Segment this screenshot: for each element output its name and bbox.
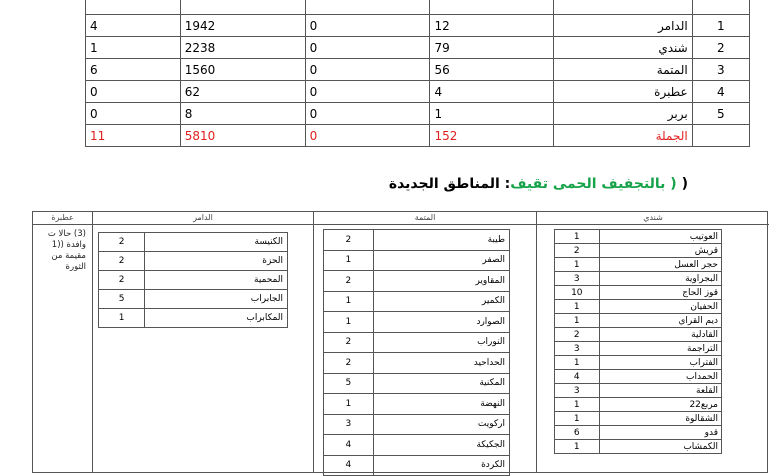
matama-count: 1 — [324, 394, 374, 415]
shendi-row — [555, 384, 722, 398]
damer-row — [99, 309, 288, 328]
summary-locality: بربر — [554, 103, 692, 125]
summary-col4: 0 — [305, 125, 430, 147]
matama-row — [324, 455, 510, 476]
matama-row — [324, 373, 510, 394]
matama-area-name: الصوارد — [373, 312, 509, 333]
shendi-row — [555, 314, 722, 328]
damer-count: 2 — [99, 252, 145, 271]
damer-column — [92, 212, 313, 472]
damer-row — [99, 252, 288, 271]
summary-col5: 8 — [180, 103, 305, 125]
damer-count: 2 — [99, 233, 145, 252]
damer-count: 1 — [99, 309, 145, 328]
matama-row — [324, 332, 510, 353]
damer-area-name: الجابراب — [145, 290, 288, 309]
summary-total-row — [86, 125, 750, 147]
shendi-count: 1 — [555, 300, 600, 314]
summary-col3: 152 — [430, 125, 554, 147]
summary-header-row — [86, 0, 750, 15]
damer-area-name: الحزة — [145, 252, 288, 271]
shendi-table-body — [555, 230, 722, 454]
matama-row — [324, 312, 510, 333]
shendi-count: 4 — [555, 370, 600, 384]
damer-header: الدامر — [93, 212, 313, 225]
summary-locality: عطبرة — [554, 81, 692, 103]
summary-row — [86, 59, 750, 81]
shendi-area-name: العوتيب — [599, 230, 721, 244]
shendi-row — [555, 440, 722, 454]
matama-area-name: النهضة — [373, 394, 509, 415]
shendi-area-name: الكمشاب — [599, 440, 721, 454]
summary-cell — [692, 0, 749, 15]
shendi-count: 1 — [555, 258, 600, 272]
summary-row — [86, 15, 750, 37]
matama-area-name: الجكيكة — [373, 435, 509, 456]
summary-col5: 62 — [180, 81, 305, 103]
shendi-count: 1 — [555, 440, 600, 454]
matama-area-name: المكنية — [373, 373, 509, 394]
shendi-row — [555, 370, 722, 384]
shendi-area-name: مربع22 — [599, 398, 721, 412]
shendi-area-name: التراجمة — [599, 342, 721, 356]
damer-table — [98, 232, 288, 328]
shendi-area-name: ديم القراي — [599, 314, 721, 328]
matama-count: 3 — [324, 414, 374, 435]
shendi-count: 1 — [555, 314, 600, 328]
matama-count: 1 — [324, 312, 374, 333]
section-title-green: ( بالتجفيف الحمى تقيف — [510, 176, 677, 192]
matama-row — [324, 394, 510, 415]
summary-cell — [86, 0, 181, 15]
matama-area-name: الكردة — [373, 455, 509, 476]
summary-index: 5 — [692, 103, 749, 125]
matama-count: 1 — [324, 250, 374, 271]
summary-col5: 1560 — [180, 59, 305, 81]
matama-count: 4 — [324, 455, 374, 476]
matama-area-name: الكمير — [373, 291, 509, 312]
shendi-row — [555, 244, 722, 258]
summary-index: 2 — [692, 37, 749, 59]
summary-row — [86, 37, 750, 59]
matama-area-name: الحداحيد — [373, 353, 509, 374]
summary-col4: 0 — [305, 59, 430, 81]
matama-count: 2 — [324, 332, 374, 353]
summary-cell — [305, 0, 430, 15]
matama-table — [323, 229, 510, 476]
summary-col3: 12 — [430, 15, 554, 37]
summary-col6: 0 — [86, 103, 181, 125]
shendi-row — [555, 258, 722, 272]
matama-row — [324, 353, 510, 374]
matama-count: 2 — [324, 230, 374, 251]
matama-row — [324, 414, 510, 435]
summary-col4: 0 — [305, 15, 430, 37]
shendi-area-name: الحمداب — [599, 370, 721, 384]
summary-cell — [430, 0, 554, 15]
damer-area-name: الكنيسة — [145, 233, 288, 252]
summary-index: 3 — [692, 59, 749, 81]
damer-area-name: المكابراب — [145, 309, 288, 328]
summary-col3: 56 — [430, 59, 554, 81]
matama-area-name: طيبة — [373, 230, 509, 251]
shendi-count: 2 — [555, 244, 600, 258]
summary-col5: 1942 — [180, 15, 305, 37]
shendi-count: 1 — [555, 356, 600, 370]
shendi-count: 6 — [555, 426, 600, 440]
damer-row — [99, 233, 288, 252]
shendi-row — [555, 356, 722, 370]
damer-count: 2 — [99, 271, 145, 290]
summary-col6: 1 — [86, 37, 181, 59]
summary-index — [692, 125, 749, 147]
shendi-table — [554, 229, 722, 454]
shendi-area-name: قوز الحاج — [599, 286, 721, 300]
summary-locality: الجملة — [554, 125, 692, 147]
damer-table-body — [99, 233, 288, 328]
summary-col6: 4 — [86, 15, 181, 37]
summary-col6: 6 — [86, 59, 181, 81]
shendi-row — [555, 426, 722, 440]
shendi-count: 2 — [555, 328, 600, 342]
shendi-count: 10 — [555, 286, 600, 300]
matama-area-name: الصفر — [373, 250, 509, 271]
shendi-count: 3 — [555, 272, 600, 286]
shendi-area-name: حجر العسل — [599, 258, 721, 272]
shendi-area-name: الفتراب — [599, 356, 721, 370]
summary-col6: 0 — [86, 81, 181, 103]
matama-count: 1 — [324, 291, 374, 312]
section-title-paren: ( — [681, 176, 688, 192]
atbara-header: عطبرة — [33, 212, 92, 225]
matama-count: 2 — [324, 353, 374, 374]
matama-row — [324, 291, 510, 312]
matama-row — [324, 230, 510, 251]
matama-area-name: النوراب — [373, 332, 509, 353]
summary-col6: 11 — [86, 125, 181, 147]
damer-area-name: المحمية — [145, 271, 288, 290]
summary-table — [85, 0, 750, 147]
matama-header: المتمة — [314, 212, 536, 225]
shendi-column — [536, 212, 769, 472]
summary-col3: 1 — [430, 103, 554, 125]
summary-index: 4 — [692, 81, 749, 103]
shendi-row — [555, 398, 722, 412]
shendi-area-name: قدو — [599, 426, 721, 440]
matama-row — [324, 250, 510, 271]
shendi-area-name: القلعة — [599, 384, 721, 398]
matama-column — [313, 212, 536, 472]
shendi-row — [555, 230, 722, 244]
summary-col3: 79 — [430, 37, 554, 59]
shendi-count: 3 — [555, 384, 600, 398]
summary-cell — [180, 0, 305, 15]
matama-table-body — [324, 230, 510, 476]
shendi-area-name: الشقالوة — [599, 412, 721, 426]
new-areas-table — [32, 211, 768, 473]
shendi-row — [555, 300, 722, 314]
atbara-column — [33, 212, 92, 472]
matama-count: 5 — [324, 373, 374, 394]
shendi-count: 1 — [555, 412, 600, 426]
summary-col5: 5810 — [180, 125, 305, 147]
damer-count: 5 — [99, 290, 145, 309]
matama-row — [324, 435, 510, 456]
matama-area-name: المقاوير — [373, 271, 509, 292]
section-title-rest: : المناطق الجديدة — [388, 176, 511, 192]
shendi-row — [555, 328, 722, 342]
summary-col4: 0 — [305, 37, 430, 59]
summary-locality: المتمة — [554, 59, 692, 81]
summary-row — [86, 81, 750, 103]
shendi-area-name: البجراوية — [599, 272, 721, 286]
summary-row — [86, 103, 750, 125]
shendi-area-name: قريش — [599, 244, 721, 258]
section-title — [389, 176, 688, 192]
summary-locality: الدامر — [554, 15, 692, 37]
summary-cell — [554, 0, 692, 15]
shendi-row — [555, 412, 722, 426]
matama-row — [324, 271, 510, 292]
damer-row — [99, 271, 288, 290]
shendi-area-name: الحفيان — [599, 300, 721, 314]
summary-col3: 4 — [430, 81, 554, 103]
matama-area-name: اركويت — [373, 414, 509, 435]
summary-locality: شندي — [554, 37, 692, 59]
shendi-count: 3 — [555, 342, 600, 356]
matama-count: 2 — [324, 271, 374, 292]
summary-col4: 0 — [305, 81, 430, 103]
summary-table-body — [86, 0, 750, 147]
shendi-count: 1 — [555, 230, 600, 244]
atbara-note: (3) حالا ت وافدة ((1 مقيمة من الثورة — [47, 229, 86, 272]
summary-col5: 2238 — [180, 37, 305, 59]
shendi-row — [555, 286, 722, 300]
matama-count: 4 — [324, 435, 374, 456]
shendi-header: شندي — [537, 212, 769, 225]
shendi-row — [555, 342, 722, 356]
summary-index: 1 — [692, 15, 749, 37]
summary-col4: 0 — [305, 103, 430, 125]
shendi-area-name: القادلية — [599, 328, 721, 342]
shendi-count: 1 — [555, 398, 600, 412]
damer-row — [99, 290, 288, 309]
shendi-row — [555, 272, 722, 286]
